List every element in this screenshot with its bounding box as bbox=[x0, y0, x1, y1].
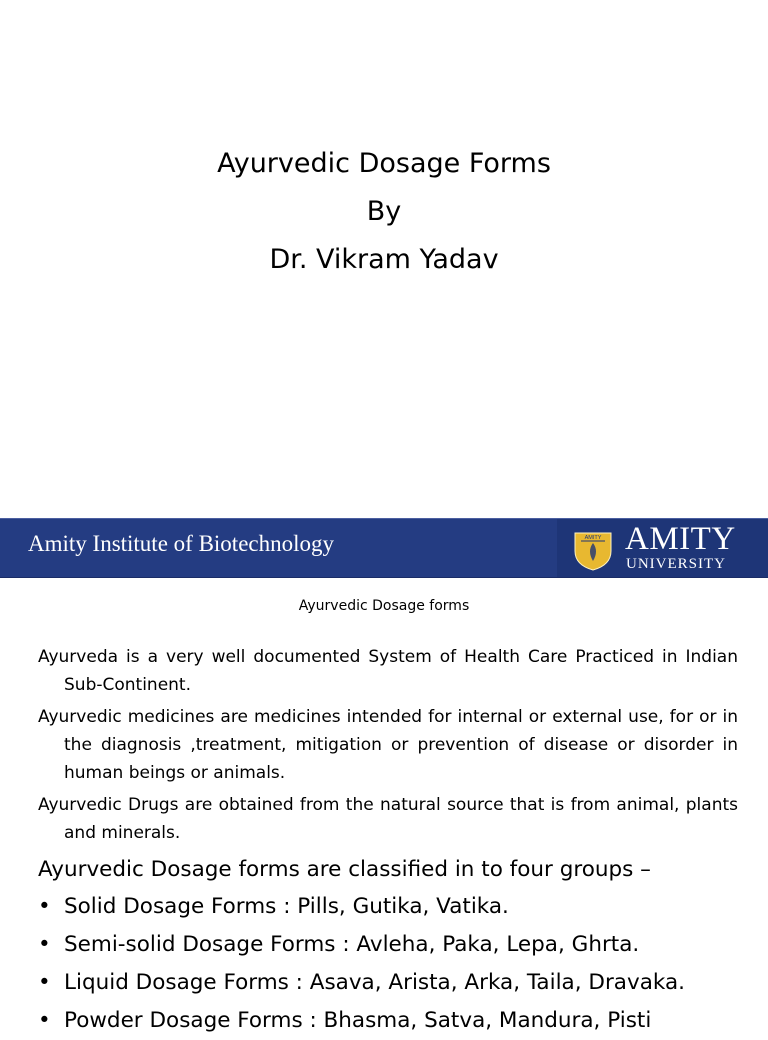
classification-intro: Ayurvedic Dosage forms are classified in to four groups – bbox=[38, 857, 651, 882]
list-item bbox=[38, 964, 738, 1002]
title-by: By bbox=[366, 196, 402, 227]
bullet-icon: • bbox=[38, 970, 51, 995]
list-item-text: Powder Dosage Forms : Bhasma, Satva, Mandura, Pisti bbox=[64, 1008, 652, 1033]
list-item-text: Solid Dosage Forms : Pills, Gutika, Vatika. bbox=[64, 894, 509, 919]
institute-name: Amity Institute of Biotechnology bbox=[28, 531, 334, 556]
amity-logo bbox=[557, 519, 768, 577]
bullet-icon: • bbox=[38, 894, 51, 919]
presentation-title: Ayurvedic Dosage Forms bbox=[217, 148, 551, 179]
institute-banner bbox=[0, 518, 768, 578]
author-name: Dr. Vikram Yadav bbox=[269, 244, 499, 275]
title-block bbox=[0, 140, 768, 284]
intro-paragraphs bbox=[38, 643, 738, 851]
list-item-text: Liquid Dosage Forms : Asava, Arista, Arka, Taila, Dravaka. bbox=[64, 970, 685, 995]
bullet-icon: • bbox=[38, 1008, 51, 1033]
paragraph: Ayurvedic Drugs are obtained from the natural source that is from animal, plants and minerals. bbox=[38, 795, 738, 843]
logo-subtitle: UNIVERSITY bbox=[626, 556, 726, 572]
list-item-text: Semi-solid Dosage Forms : Avleha, Paka, Lepa, Ghrta. bbox=[64, 932, 640, 957]
paragraph: Ayurvedic medicines are medicines intended for internal or external use, for or in the diagnosis ,treatment, mitigation or prevention of disease or disorder in human beings or animals. bbox=[38, 707, 738, 783]
paragraph: Ayurveda is a very well documented System of Health Care Practiced in Indian Sub-Continent. bbox=[38, 647, 738, 695]
list-item bbox=[38, 888, 738, 926]
logo-wordmark: AMITY bbox=[625, 521, 736, 557]
list-item bbox=[38, 926, 738, 964]
list-item bbox=[38, 1002, 738, 1040]
dosage-form-list bbox=[38, 888, 738, 1040]
crest-lettering: AMITY bbox=[584, 535, 602, 541]
title-slide bbox=[0, 0, 768, 518]
slide-heading: Ayurvedic Dosage forms bbox=[298, 598, 470, 614]
bullet-icon: • bbox=[38, 932, 51, 957]
university-crest-icon bbox=[571, 527, 615, 571]
